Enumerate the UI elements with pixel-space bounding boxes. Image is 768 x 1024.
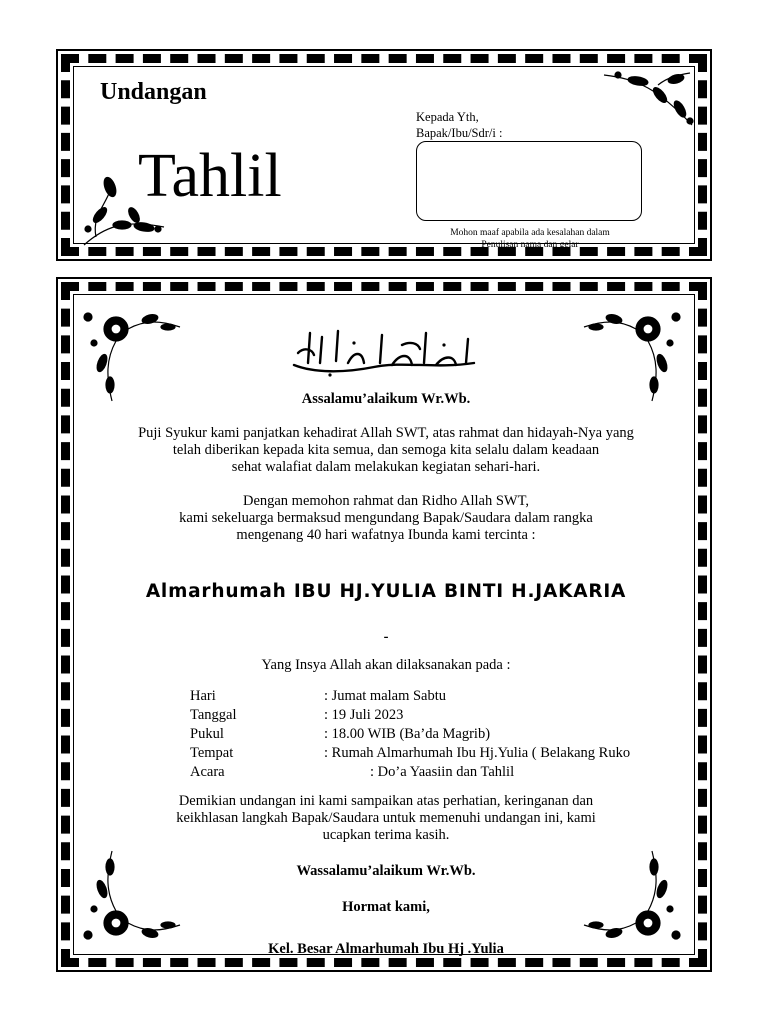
closing-paragraph [78, 793, 694, 844]
detail-value-date: : 19 Juli 2023 [324, 707, 404, 723]
paragraph-line: Dengan memohon rahmat dan Ridho Allah SWT, [242, 493, 530, 509]
separator-dash: - [383, 629, 389, 645]
paragraph-line: sehat walafiat dalam melakukan kegiatan sehari-hari. [231, 459, 541, 475]
detail-value-time: : 18.00 WIB (Ba’da Magrib) [324, 726, 491, 742]
signature-text: Kel. Besar Almarhumah Ibu Hj .Yulia [268, 941, 504, 957]
detail-label-event: Acara [190, 764, 225, 780]
invitation-title: Tahlil [138, 142, 282, 210]
paragraph-line: telah diberikan kepada kita semua, dan semoga kita selalu dalam keadaan [172, 442, 600, 458]
signature-family [78, 941, 694, 958]
gratitude-paragraph [78, 425, 694, 476]
envelope-card [56, 49, 712, 261]
paragraph-line: mengenang 40 hari wafatnya Ibunda kami tercinta : [236, 527, 536, 543]
detail-label-place: Tempat [190, 745, 234, 761]
schedule-intro: Yang Insya Allah akan dilaksanakan pada : [261, 657, 511, 673]
paragraph-line: kami sekeluarga bermaksud mengundang Bapak/Saudara dalam rangka [179, 510, 593, 526]
bismillah-calligraphy-icon [284, 323, 484, 379]
detail-value-day: : Jumat malam Sabtu [324, 688, 447, 704]
detail-label-date: Tanggal [190, 707, 237, 723]
invitation-paragraph [78, 493, 694, 544]
recipient-line-1: Kepada Yth, [416, 110, 479, 124]
detail-label-day: Hari [190, 688, 216, 704]
regards-line: Hormat kami, [342, 899, 430, 915]
recipient-label [416, 109, 502, 141]
paragraph-line: ucapkan terima kasih. [322, 827, 450, 843]
address-box [416, 141, 642, 221]
paragraph-line: Puji Syukur kami panjatkan kehadirat Allah SWT, atas rahmat dan hidayah-Nya yang [138, 425, 634, 441]
name-apology-note [410, 227, 650, 251]
floral-ornament-icon [74, 167, 170, 251]
recipient-line-2: Bapak/Ibu/Sdr/i : [416, 126, 503, 140]
detail-label-time: Pukul [190, 726, 224, 742]
opening-greeting: Assalamu’alaikum Wr.Wb. [301, 391, 471, 407]
paragraph-line: Demikian undangan ini kami sampaikan atas perhatian, keringanan dan [178, 793, 594, 809]
invitation-label: Undangan [100, 79, 207, 105]
paragraph-line: keikhlasan langkah Bapak/Saudara untuk memenuhi undangan ini, kami [176, 810, 596, 826]
note-line-2: Penulisan nama dan gelar [481, 240, 579, 250]
detail-value-place: : Rumah Almarhumah Ibu Hj.Yulia ( Belakang Ruko [324, 745, 631, 761]
floral-ornament-icon [598, 65, 698, 131]
invitation-letter [56, 277, 712, 972]
deceased-name: Almarhumah IBU HJ.YULIA BINTI H.JAKARIA [145, 581, 627, 602]
note-line-1: Mohon maaf apabila ada kesalahan dalam [450, 228, 610, 238]
detail-value-event: : Do’a Yaasiin dan Tahlil [370, 764, 515, 780]
closing-greeting: Wassalamu’alaikum Wr.Wb. [296, 863, 476, 879]
